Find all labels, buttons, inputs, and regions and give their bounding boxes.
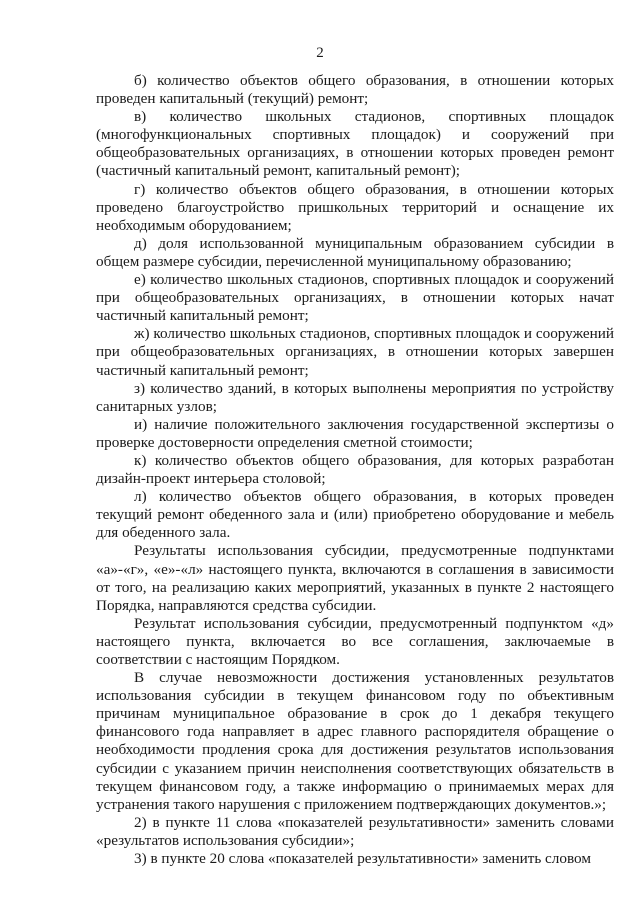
page-number: 2 bbox=[316, 45, 324, 61]
paragraph-results-inclusion: Результаты использования субсидии, предусмотренные подпунктами «а»-«г», «е»-«л» настоящего пункта, включаются в соглашения в зависимости от того, на реализацию каких мероприятий, указанных в пункте 2 настоящего Порядка, направляются средства субсидии. bbox=[96, 542, 614, 614]
paragraph-item-b: б) количество объектов общего образования, в отношении которых проведен капитальный (текущий) ремонт; bbox=[96, 72, 614, 108]
paragraph-impossibility: В случае невозможности достижения установленных результатов использования субсидии в текущем финансовом году по объективным причинам муниципальное образование в срок до 1 декабря текущего финансового года направляет в адрес главного распорядителя обращение о необходимости продления срока для достижения результатов использования субсидии с указанием причин неисполнения соответствующих обязательств в текущем финансовом году, а также информацию о принимаемых мерах для устранения такого нарушения с приложением подтверждающих документов.»; bbox=[96, 669, 614, 813]
paragraph-item-i: и) наличие положительного заключения государственной экспертизы о проверке достоверности определения сметной стоимости; bbox=[96, 415, 614, 451]
paragraph-result-d: Результат использования субсидии, предусмотренный подпунктом «д» настоящего пункта, включается во все соглашения, заключаемые в соответствии с настоящим Порядком. bbox=[96, 614, 614, 668]
paragraph-item-k: к) количество объектов общего образования, для которых разработан дизайн-проект интерьера столовой; bbox=[96, 451, 614, 488]
paragraph-item-e: е) количество школьных стадионов, спортивных площадок и сооружений при общеобразовательных организациях, в отношении которых начат частичный капитальный ремонт; bbox=[96, 271, 614, 325]
paragraph-amendment-3: 3) в пункте 20 слова «показателей результативности» заменить словом bbox=[134, 850, 591, 868]
paragraph-item-zh: ж) количество школьных стадионов, спортивных площадок и сооружений при общеобразовательных организациях, в отношении которых завершен частичный капитальный ремонт; bbox=[96, 325, 614, 379]
paragraph-item-v: в) количество школьных стадионов, спортивных площадок (многофункциональных спортивных площадок) и сооружений при общеобразовательных организациях, в отношении которых проведен ремонт (частичный капитальный ремонт, капитальный ремонт); bbox=[96, 108, 614, 180]
paragraph-item-l: л) количество объектов общего образования, в которых проведен текущий ремонт обеденного зала и (или) приобретено оборудование и мебель для обеденного зала. bbox=[96, 488, 614, 542]
paragraph-item-d: д) доля использованной муниципальным образованием субсидии в общем размере субсидии, перечисленной муниципальному образованию; bbox=[96, 234, 614, 270]
paragraph-amendment-2: 2) в пункте 11 слова «показателей результативности» заменить словами «результатов использования субсидии»; bbox=[96, 813, 614, 849]
paragraph-item-z: з) количество зданий, в которых выполнены мероприятия по устройству санитарных узлов; bbox=[96, 379, 614, 415]
document-body bbox=[96, 72, 614, 868]
paragraph-item-g: г) количество объектов общего образования, в отношении которых проведено благоустройство пришкольных территорий и оснащение их необходимым оборудованием; bbox=[96, 180, 614, 234]
